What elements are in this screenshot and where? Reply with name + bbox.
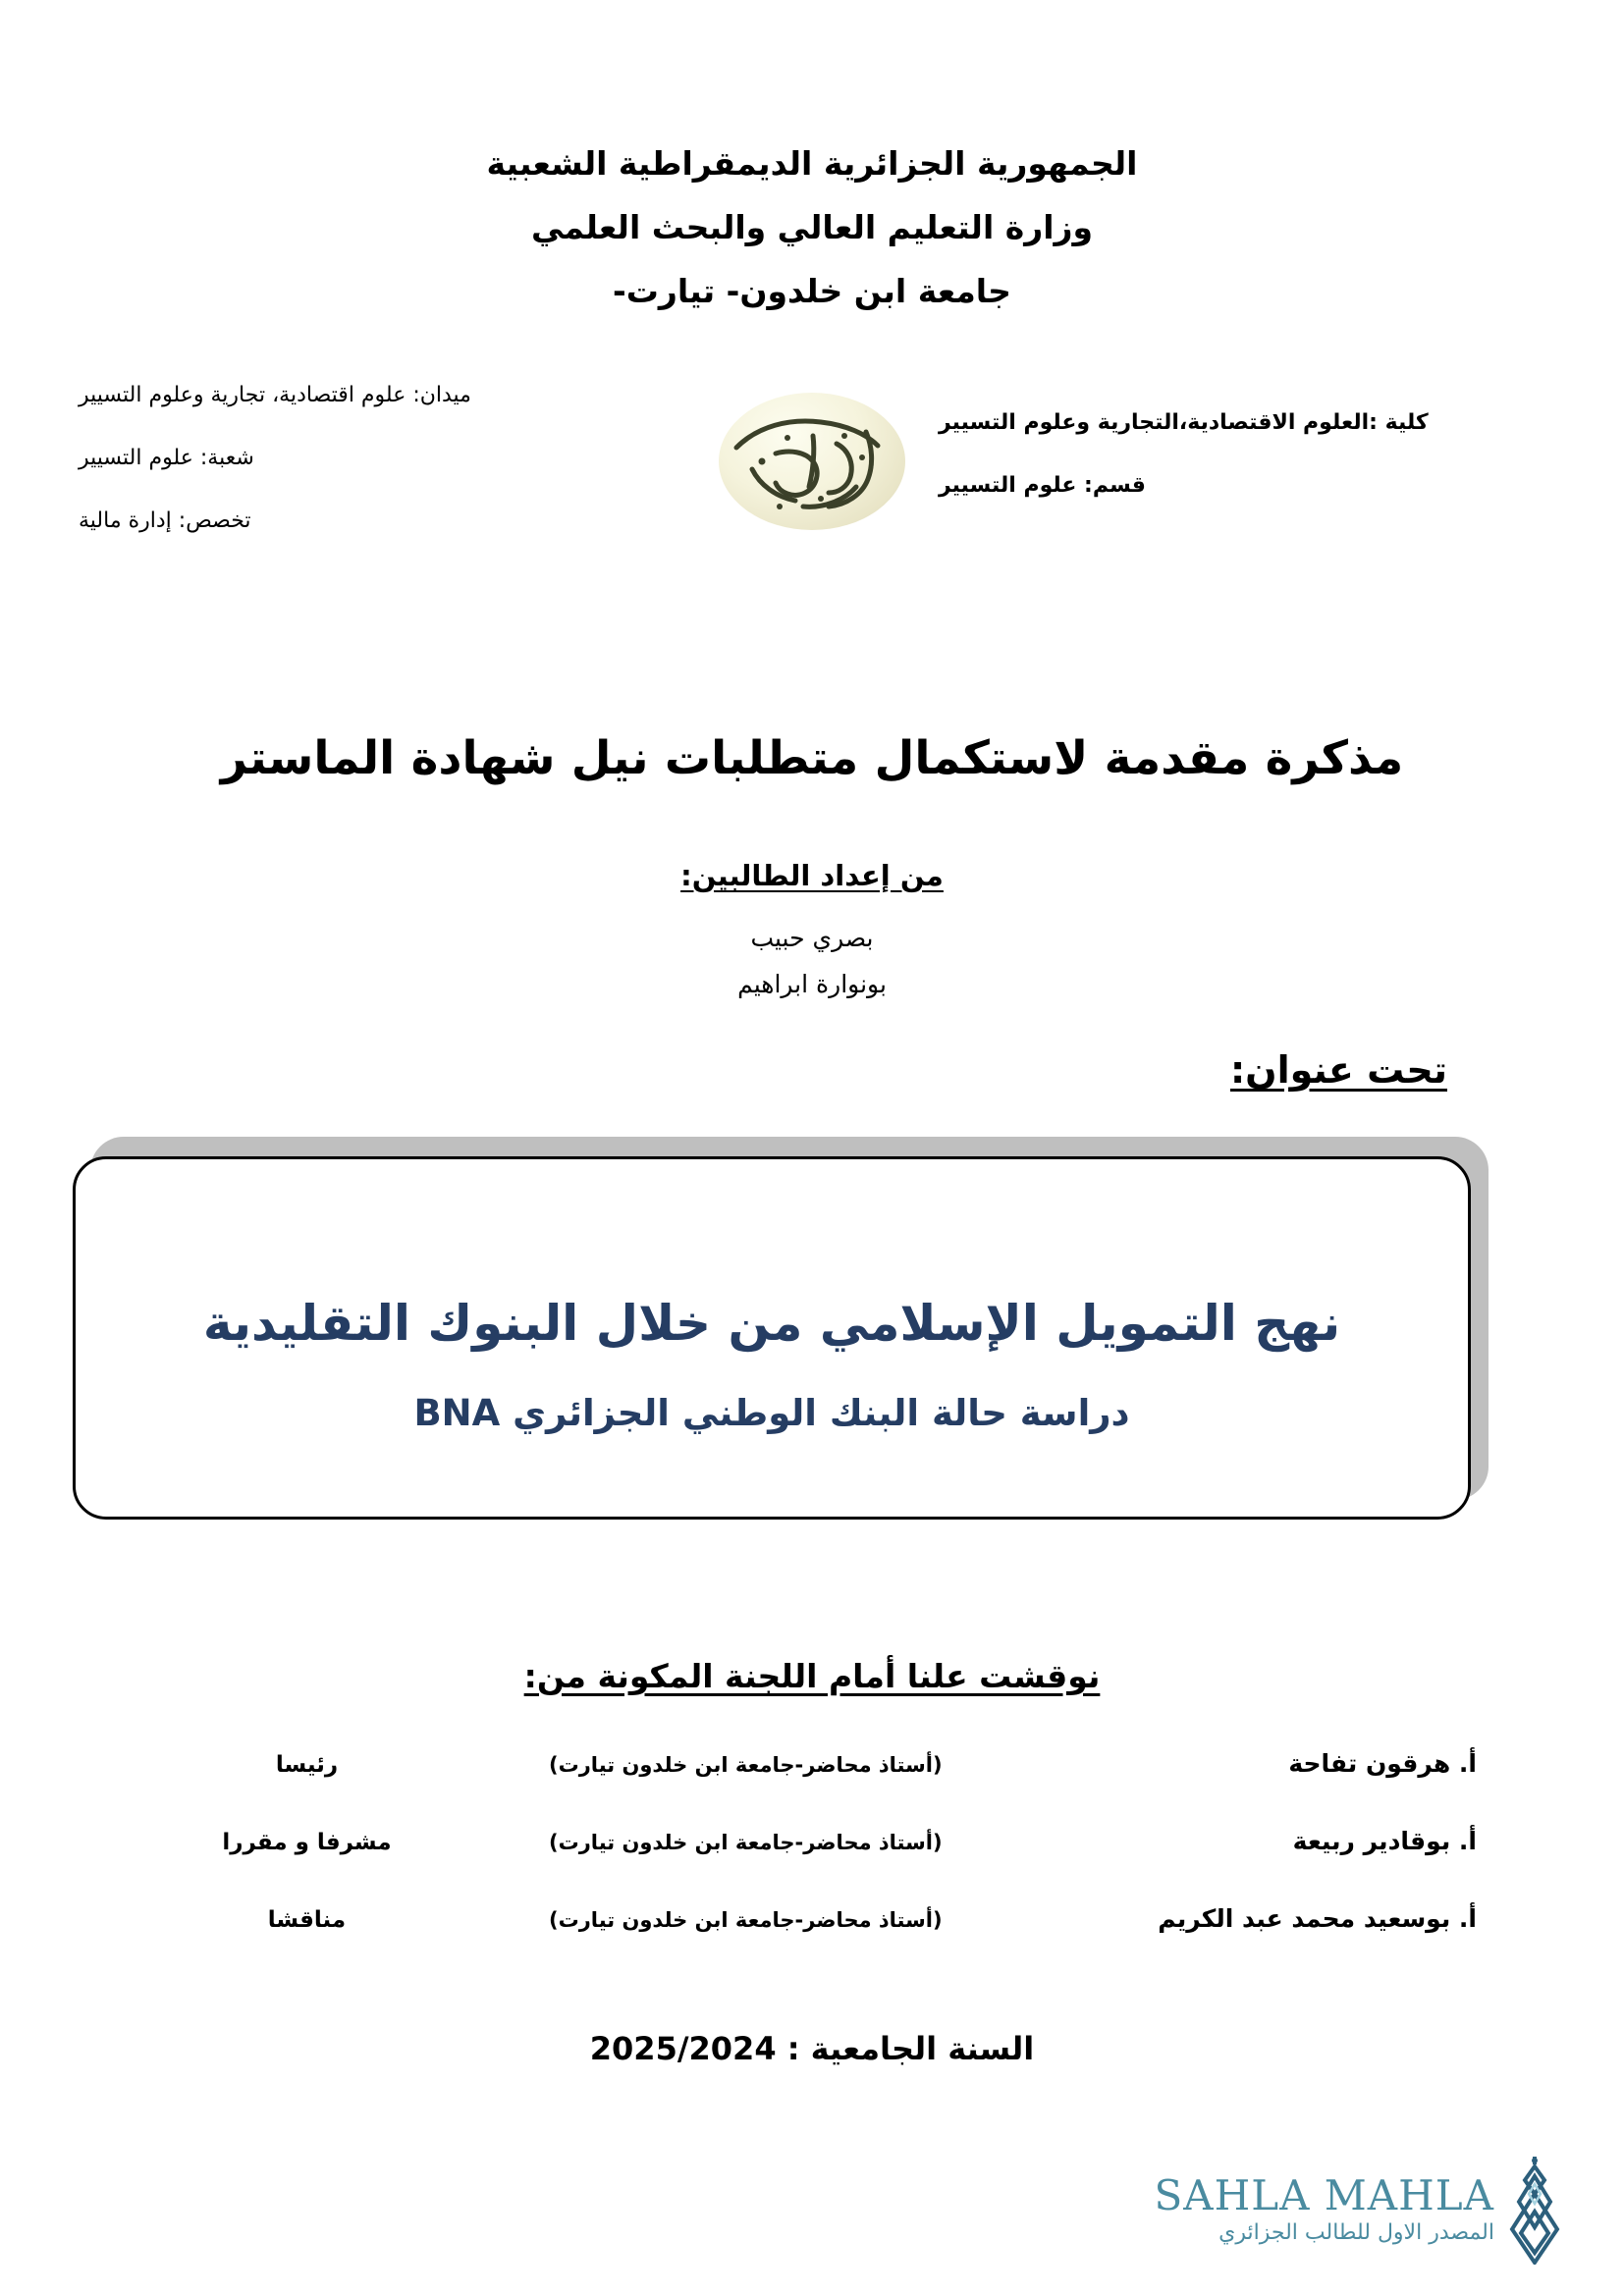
jury-row <box>147 1904 1477 1933</box>
thesis-subtitle-text: دراسة حالة البنك الوطني الجزائري <box>513 1391 1130 1434</box>
department-line: قسم: علوم التسيير <box>939 473 1146 498</box>
thesis-title-sub <box>413 1392 1129 1435</box>
field-info-column <box>79 385 668 573</box>
jury-member-name: أ. بوسعيد محمد عبد الكريم <box>1158 1904 1477 1933</box>
jury-table <box>147 1749 1477 1982</box>
jury-member-affiliation: (أستاذ محاضر-جامعة ابن خلدون تيارت) <box>549 1908 943 1932</box>
branch-line: شعبة: علوم التسيير <box>79 446 254 470</box>
header-line-ministry: وزارة التعليم العالي والبحث العلمي <box>530 208 1094 246</box>
specialty-line: تخصص: إدارة مالية <box>79 508 251 533</box>
jury-member-name: أ. هرقون تفاحة <box>1288 1749 1477 1778</box>
berber-diamond-icon <box>1504 2155 1565 2265</box>
brand-name: SAHLA MAHLA <box>1154 2171 1494 2219</box>
document-header <box>0 144 1624 339</box>
jury-member-role: مناقشا <box>267 1907 347 1933</box>
header-line-university: جامعة ابن خلدون- تيارت- <box>613 272 1011 310</box>
faculty-line: كلية :العلوم الاقتصادية،التجارية وعلوم التسيير <box>939 410 1429 435</box>
jury-member-name: أ. بوقادير ربيعة <box>1292 1827 1477 1855</box>
thesis-title-main: نهج التمويل الإسلامي من خلال البنوك التقليدية <box>202 1295 1341 1353</box>
thesis-title-box <box>73 1156 1471 1520</box>
student-name: بصري حبيب <box>750 924 874 952</box>
degree-statement: مذكرة مقدمة لاستكمال متطلبات نيل شهادة الماستر <box>220 731 1404 785</box>
jury-section-title: نوقشت علنا أمام اللجنة المكونة من: <box>523 1657 1101 1695</box>
jury-member-affiliation: (أستاذ محاضر-جامعة ابن خلدون تيارت) <box>549 1831 943 1854</box>
jury-row <box>147 1827 1477 1855</box>
domain-line: ميدان: علوم اقتصادية، تجارية وعلوم التسيير <box>79 383 471 407</box>
under-title-label: تحت عنوان: <box>1229 1048 1447 1092</box>
brand-tagline: المصدر الاول للطالب الجزائري <box>1218 2220 1494 2245</box>
faculty-info-column <box>939 412 1547 538</box>
student-name: بونوارة ابراهيم <box>737 970 887 998</box>
students-section <box>0 859 1624 1018</box>
academic-year-value: 2025/2024 <box>589 2030 777 2067</box>
academic-year-label: السنة الجامعية : <box>776 2030 1035 2067</box>
jury-member-role: رئيسا <box>275 1752 339 1778</box>
students-label: من إعداد الطالبين: <box>680 859 944 892</box>
academic-year <box>0 2030 1624 2067</box>
thesis-subtitle-bank-code: BNA <box>413 1391 501 1434</box>
jury-member-role: مشرفا و مقررا <box>222 1830 392 1855</box>
header-line-republic: الجمهورية الجزائرية الديمقراطية الشعبية <box>486 144 1138 183</box>
sahla-mahla-watermark <box>1155 2155 1566 2265</box>
jury-member-affiliation: (أستاذ محاضر-جامعة ابن خلدون تيارت) <box>549 1753 943 1777</box>
faculty-field-info <box>0 385 1624 601</box>
brand-text-block <box>1154 2171 1495 2245</box>
jury-row <box>147 1749 1477 1778</box>
